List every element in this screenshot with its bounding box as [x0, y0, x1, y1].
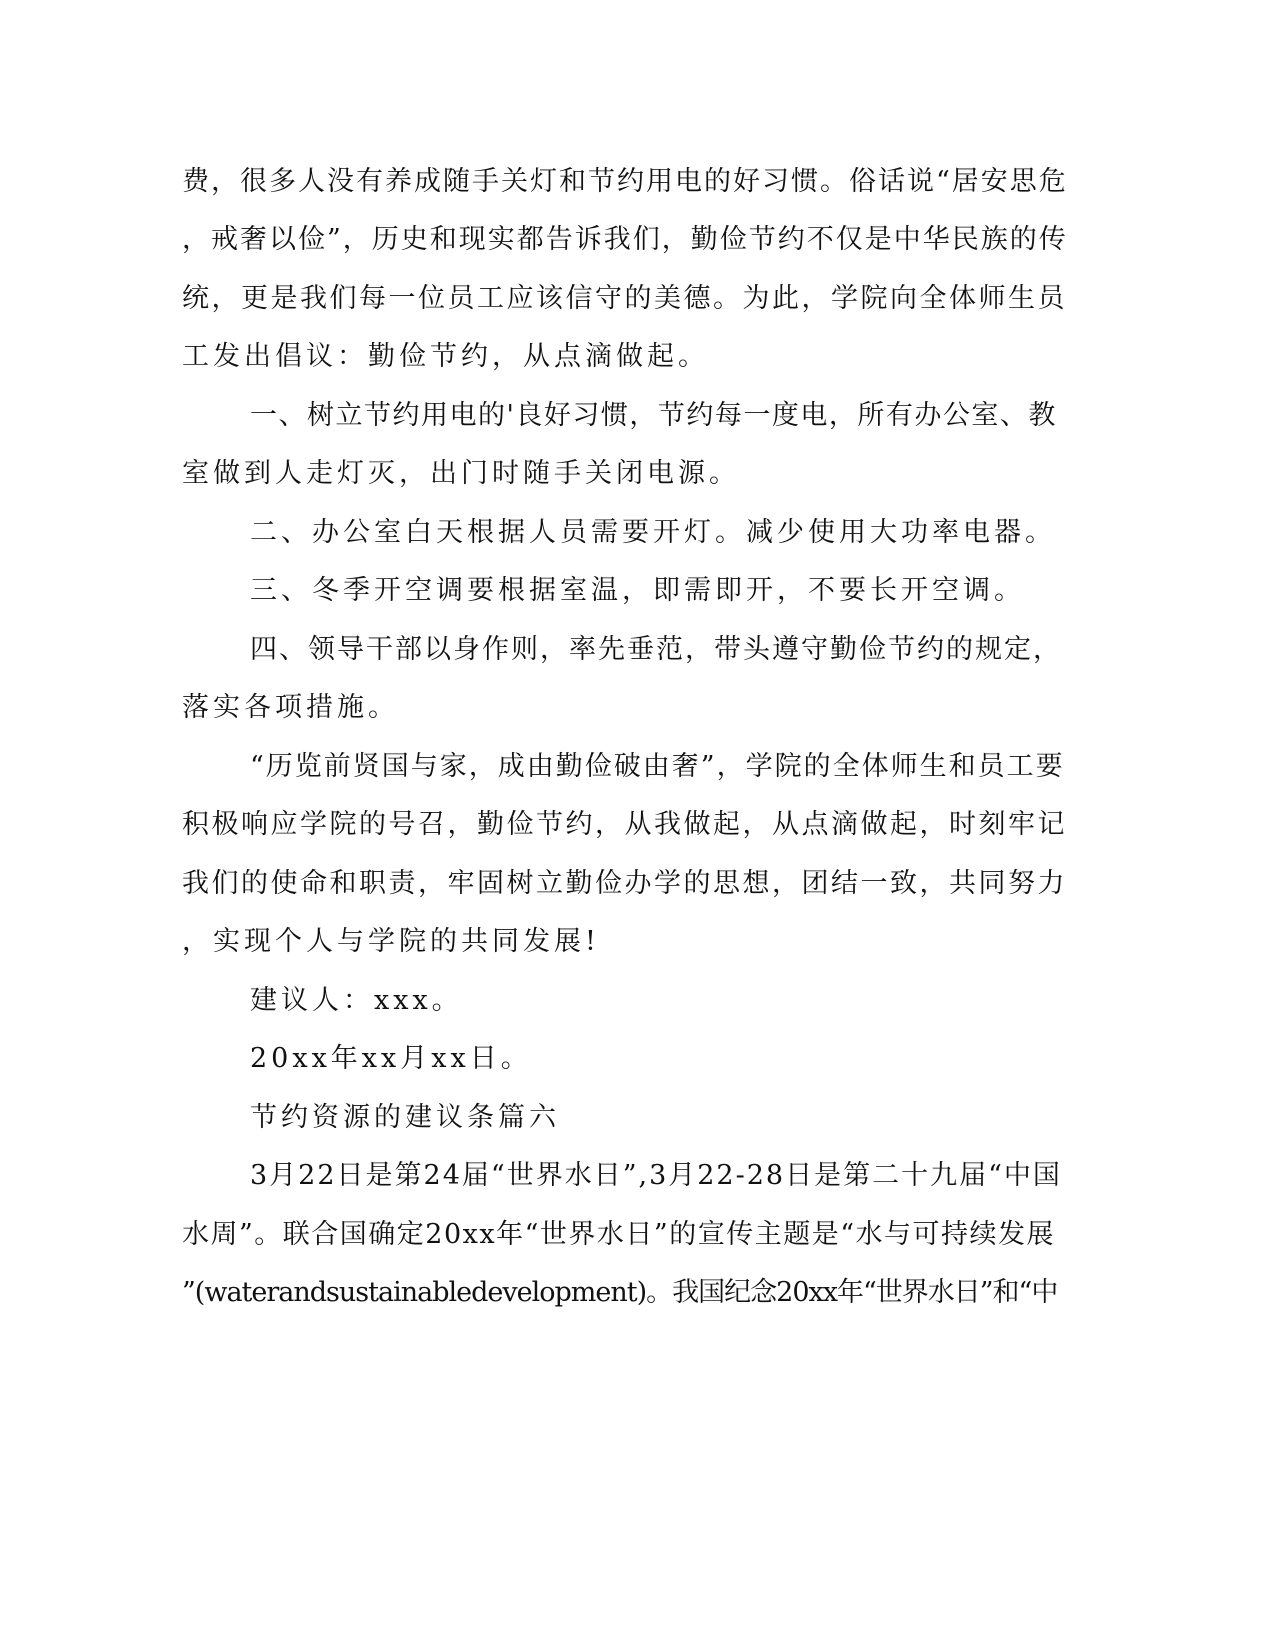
quote-paragraph-line: 我们的使命和职责，牢固树立勤俭办学的思想，团结一致，共同努力 — [182, 868, 1067, 899]
quote-paragraph-line: ，实现个人与学院的共同发展! — [182, 926, 600, 957]
body-text-line: 水周”。联合国确定20xx年“世界水日”的宣传主题是“水与可持续发展 — [182, 1219, 1056, 1250]
list-item-2-line: 二、办公室白天根据人员需要开灯。减少使用大功率电器。 — [250, 517, 1056, 548]
list-item-4-line: 四、领导干部以身作则，率先垂范，带头遵守勤俭节约的规定， — [250, 634, 1062, 665]
body-text-line: 统，更是我们每一位员工应该信守的美德。为此，学院向全体师生员 — [182, 283, 1067, 314]
list-item-3-line: 三、冬季开空调要根据室温，即需即开，不要长开空调。 — [250, 575, 1025, 606]
body-text-line: 费，很多人没有养成随手关灯和节约用电的好习惯。俗话说“居安思危 — [182, 166, 1068, 197]
signature-line: 建议人：xxx。 — [250, 985, 463, 1016]
list-item-1-line: 一、树立节约用电的'良好习惯，节约每一度电，所有办公室、教 — [250, 400, 1057, 431]
body-text-line: 工发出倡议：勤俭节约，从点滴做起。 — [182, 341, 709, 372]
body-text-line: 3月22日是第24届“世界水日”,3月22-28日是第二十九届“中国 — [250, 1160, 1062, 1191]
list-item-4-line: 落实各项措施。 — [182, 692, 399, 723]
section-heading: 节约资源的建议条篇六 — [250, 1102, 560, 1133]
body-text-line: ，戒奢以俭”，历史和现实都告诉我们，勤俭节约不仅是中华民族的传 — [182, 224, 1068, 255]
body-text-line: ”(waterandsustainabledevelopment)。我国纪念20xx年“世界水日”和“中 — [182, 1277, 1058, 1308]
date-line: 20xx年xx月xx日。 — [250, 1043, 532, 1074]
quote-paragraph-line: “历览前贤国与家，成由勤俭破由奢”，学院的全体师生和员工要 — [250, 751, 1065, 782]
quote-paragraph-line: 积极响应学院的号召，勤俭节约，从我做起，从点滴做起，时刻牢记 — [182, 809, 1067, 840]
list-item-1-line: 室做到人走灯灭，出门时随手关闭电源。 — [182, 458, 740, 489]
